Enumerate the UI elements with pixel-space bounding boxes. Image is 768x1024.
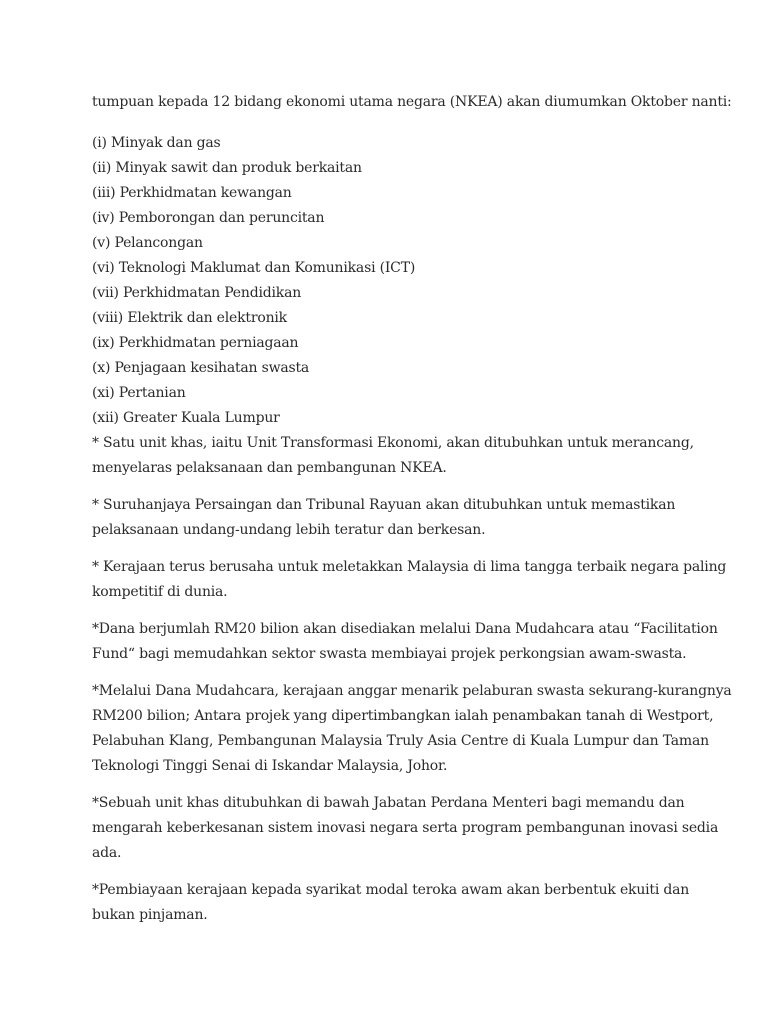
list-item: (vi) Teknologi Maklumat dan Komunikasi (ICT) — [92, 260, 416, 276]
paragraph: *Pembiayaan kerajaan kepada syarikat modal teroka awam akan berbentuk ekuiti dan bukan pinjaman. — [92, 882, 690, 923]
list-item: (viii) Elektrik dan elektronik — [92, 310, 287, 326]
list-item: (i) Minyak dan gas — [92, 135, 221, 151]
list-item: (xii) Greater Kuala Lumpur — [92, 410, 280, 426]
intro-text: tumpuan kepada 12 bidang ekonomi utama negara (NKEA) akan diumumkan Oktober nanti: — [92, 94, 732, 110]
list-item: (iii) Perkhidmatan kewangan — [92, 185, 292, 201]
paragraph: *Melalui Dana Mudahcara, kerajaan anggar menarik pelaburan swasta sekurang-kurangnya RM200 bilion; Antara projek yang dipertimbangkan ialah penambakan tanah di Westport, Pelabuhan Klang, Pembangunan Malaysia Truly Asia Centre di Kuala Lumpur dan Taman Teknologi Tinggi Senai di Iskandar Malaysia, Johor. — [92, 683, 732, 774]
list-item: (vii) Perkhidmatan Pendidikan — [92, 285, 302, 301]
list-item: (iv) Pemborongan dan peruncitan — [92, 210, 325, 226]
list-item: (v) Pelancongan — [92, 235, 203, 251]
paragraph: * Kerajaan terus berusaha untuk meletakkan Malaysia di lima tangga terbaik negara paling kompetitif di dunia. — [92, 559, 727, 600]
list-item: (xi) Pertanian — [92, 385, 186, 401]
list-item: (x) Penjagaan kesihatan swasta — [92, 360, 310, 376]
document-page — [92, 90, 732, 940]
list-item: (ii) Minyak sawit dan produk berkaitan — [92, 160, 362, 176]
nkea-list — [92, 131, 732, 431]
paragraph: * Satu unit khas, iaitu Unit Transformasi Ekonomi, akan ditubuhkan untuk merancang, menyelaras pelaksanaan dan pembangunan NKEA. — [92, 435, 694, 476]
list-item: (ix) Perkhidmatan perniagaan — [92, 335, 299, 351]
paragraph: *Sebuah unit khas ditubuhkan di bawah Jabatan Perdana Menteri bagi memandu dan mengarah keberkesanan sistem inovasi negara serta program pembangunan inovasi sedia ada. — [92, 795, 719, 861]
paragraph: * Suruhanjaya Persaingan dan Tribunal Rayuan akan ditubuhkan untuk memastikan pelaksanaan undang-undang lebih teratur dan berkesan. — [92, 497, 676, 538]
paragraph: *Dana berjumlah RM20 bilion akan disediakan melalui Dana Mudahcara atau “Facilitation Fund“ bagi memudahkan sektor swasta membiayai projek perkongsian awam-swasta. — [92, 621, 718, 662]
